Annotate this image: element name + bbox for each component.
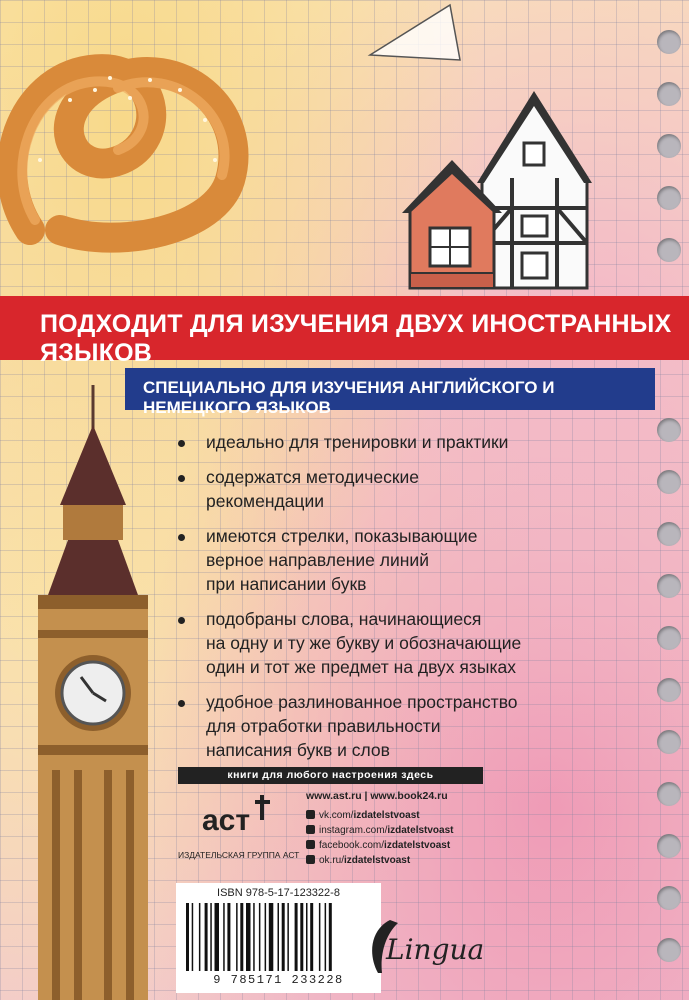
bullet-icon (178, 440, 185, 447)
feature-item: имеются стрелки, показывающие верное направление линий при написании букв (178, 524, 598, 596)
binder-hole (657, 522, 681, 546)
social-link-instagram[interactable]: instagram.com/izdatelstvoast (306, 823, 454, 838)
binder-hole (657, 238, 681, 262)
social-link-vk[interactable]: vk.com/izdatelstvoast (306, 808, 454, 823)
barcode-bar (240, 903, 243, 971)
pretzel-illustration (0, 20, 260, 270)
bullet-icon (178, 617, 185, 624)
barcode-bar (186, 903, 189, 971)
binder-hole (657, 886, 681, 910)
binder-holes (619, 0, 689, 1000)
binder-hole (657, 470, 681, 494)
red-banner (0, 296, 689, 367)
barcode-bar (210, 903, 212, 971)
lingua-logo-text: Lingua (386, 933, 485, 966)
tagline: книги для любого настроения здесь (178, 767, 483, 784)
social-link-facebook[interactable]: facebook.com/izdatelstvoast (306, 838, 454, 853)
bullet-icon (178, 534, 185, 541)
binder-hole (657, 186, 681, 210)
binder-hole (657, 82, 681, 106)
feature-item: содержатся методические рекомендации (178, 465, 598, 513)
barcode-bar (319, 903, 321, 971)
social-links (306, 808, 454, 868)
vk-icon (306, 810, 315, 819)
isbn-label: ISBN 978-5-17-123322-8 (217, 887, 340, 899)
binder-hole (657, 678, 681, 702)
binder-hole (657, 782, 681, 806)
social-link-ok[interactable]: ok.ru/izdatelstvoast (306, 853, 454, 868)
barcode-bar (300, 903, 303, 971)
binder-hole (657, 626, 681, 650)
barcode-bar (227, 903, 230, 971)
red-banner-text: ПОДХОДИТ ДЛЯ ИЗУЧЕНИЯ ДВУХ ИНОСТРАННЫХ ЯЗЫКОВ (40, 310, 672, 367)
binder-hole (657, 938, 681, 962)
feature-item: удобное разлинованное пространство для отработки правильности написания букв и слов (178, 690, 598, 762)
barcode-bar (265, 903, 267, 971)
barcode-bar (329, 903, 332, 971)
triangle-doodle (360, 0, 470, 70)
barcode-bars (186, 903, 371, 971)
barcode-bar (205, 903, 208, 971)
svg-text:аст: аст (202, 804, 251, 837)
barcode-bar (295, 903, 298, 971)
bullet-icon (178, 700, 185, 707)
feature-item: подобраны слова, начинающиеся на одну и ту же букву и обозначающие один и тот же предмет на двух языках (178, 607, 598, 679)
blue-banner-text: СПЕЦИАЛЬНО ДЛЯ ИЗУЧЕНИЯ АНГЛИЙСКОГО И НЕМЕЦКОГО ЯЗЫКОВ (143, 378, 555, 417)
binder-hole (657, 730, 681, 754)
barcode-bar (223, 903, 225, 971)
barcode-bar (215, 903, 220, 971)
barcode-bar (306, 903, 308, 971)
feature-item: идеально для тренировки и практики (178, 430, 598, 454)
barcode-bar (287, 903, 289, 971)
binder-hole (657, 574, 681, 598)
bullet-icon (178, 475, 185, 482)
barcode-bar (310, 903, 313, 971)
facebook-icon (306, 840, 315, 849)
barcode-bar (278, 903, 280, 971)
houses-illustration (402, 88, 592, 293)
binder-hole (657, 30, 681, 54)
barcode-bar (253, 903, 255, 971)
barcode-bar (192, 903, 194, 971)
barcode-bar (282, 903, 285, 971)
barcode-bar (246, 903, 251, 971)
binder-hole (657, 134, 681, 158)
feature-list (178, 430, 598, 773)
barcode-bar (236, 903, 238, 971)
publisher-websites[interactable]: www.ast.ru | www.book24.ru (306, 790, 448, 802)
barcode-bar (199, 903, 201, 971)
instagram-icon (306, 825, 315, 834)
binder-hole (657, 834, 681, 858)
ast-logo (200, 790, 280, 840)
barcode-bar (325, 903, 327, 971)
publisher-name: ИЗДАТЕЛЬСКАЯ ГРУППА АСТ (178, 850, 300, 860)
blue-banner (125, 368, 655, 417)
binder-hole (657, 418, 681, 442)
lingua-logo (350, 915, 500, 980)
odnoklassniki-icon (306, 855, 315, 864)
barcode-bar (269, 903, 274, 971)
barcode-digits: 9 785171 233228 (213, 973, 344, 987)
barcode-bar (259, 903, 261, 971)
big-ben-illustration (18, 385, 168, 1000)
